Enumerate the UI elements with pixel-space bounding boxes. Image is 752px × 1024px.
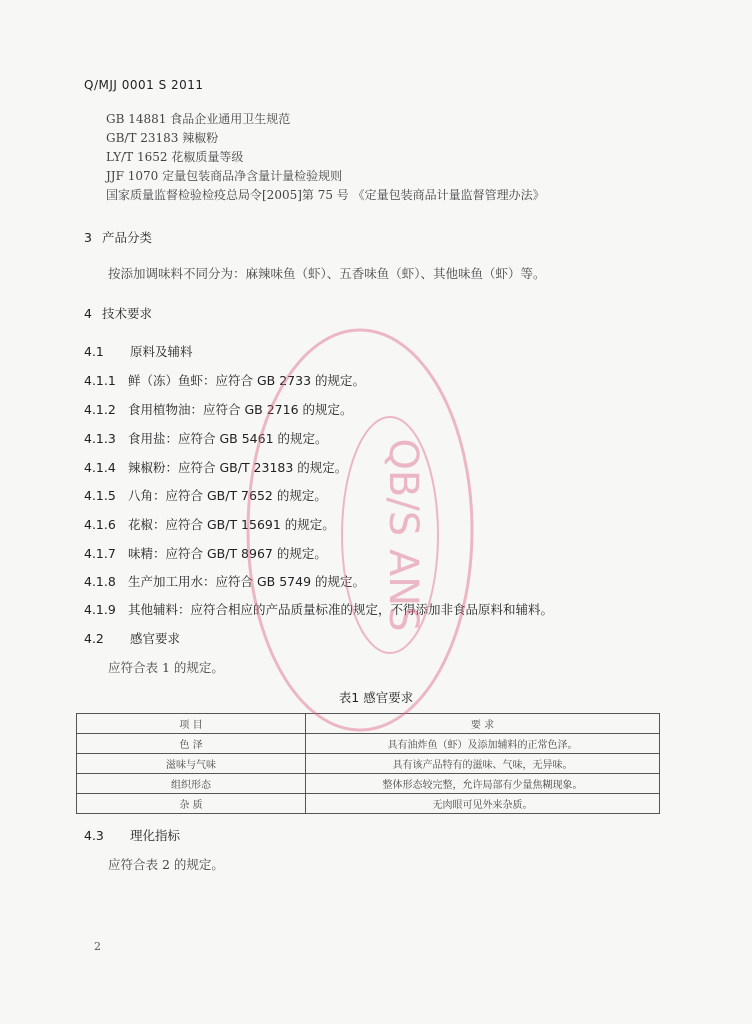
item-text: 生产加工用水：应符合 GB 5749 的规定。 (128, 574, 365, 589)
section-number: 4.3 (84, 828, 104, 843)
official-seal-stamp (240, 320, 480, 740)
item-number: 4.1.5 (84, 488, 116, 503)
item-number: 4.1.2 (84, 402, 116, 417)
reference-item: JJF 1070 定量包装商品净含量计量检验规则 (106, 169, 343, 183)
reference-item: LY/T 1652 花椒质量等级 (106, 150, 244, 164)
section-4-2-text: 应符合表 1 的规定。 (108, 660, 224, 675)
section-4-heading (84, 304, 152, 322)
svg-text:QB/S ANS: QB/S ANS (380, 438, 426, 632)
reference-item: 国家质量监督检验检疫总局令[2005]第 75 号 《定量包装商品计量监督管理办法》 (106, 188, 545, 202)
item-number: 4.1.7 (84, 546, 116, 561)
item-text: 味精：应符合 GB/T 8967 的规定。 (128, 546, 327, 561)
table-header-cell: 要 求 (306, 714, 660, 734)
item-number: 4.1.8 (84, 574, 116, 589)
table-cell: 无肉眼可见外来杂质。 (306, 794, 660, 814)
table-cell: 滋味与气味 (77, 754, 306, 774)
item-number: 4.1.9 (84, 602, 116, 617)
table-cell: 组织形态 (77, 774, 306, 794)
table-row (77, 794, 660, 814)
reference-item: GB 14881 食品企业通用卫生规范 (106, 112, 291, 126)
table-caption: 表1 感官要求 (338, 690, 414, 705)
reference-list (106, 110, 545, 205)
section-title: 原料及辅料 (130, 344, 193, 359)
section-number: 4 (84, 306, 92, 321)
section-title: 产品分类 (101, 230, 152, 245)
item-number: 4.1.6 (84, 517, 116, 532)
page-number: 2 (94, 940, 101, 953)
document-code: Q/MJJ 0001 S 2011 (84, 78, 204, 92)
table-cell: 具有该产品特有的滋味、气味，无异味。 (306, 754, 660, 774)
section-3-text: 按添加调味料不同分为：麻辣味鱼（虾）、五香味鱼（虾）、其他味鱼（虾）等。 (108, 266, 546, 281)
section-3-heading (84, 228, 152, 246)
table-cell: 色 泽 (77, 734, 306, 754)
item-text: 鲜（冻）鱼虾：应符合 GB 2733 的规定。 (128, 373, 365, 388)
reference-item: GB/T 23183 辣椒粉 (106, 131, 219, 145)
table-row (77, 754, 660, 774)
item-text: 食用植物油：应符合 GB 2716 的规定。 (128, 402, 353, 417)
item-text: 花椒：应符合 GB/T 15691 的规定。 (128, 517, 335, 532)
item-number: 4.1.4 (84, 460, 116, 475)
section-title: 理化指标 (130, 828, 181, 843)
item-text: 八角：应符合 GB/T 7652 的规定。 (128, 488, 327, 503)
section-number: 4.2 (84, 631, 104, 646)
table-cell: 具有油炸鱼（虾）及添加辅料的正常色泽。 (306, 734, 660, 754)
section-title: 技术要求 (101, 306, 152, 321)
section-4-1-heading (84, 342, 193, 360)
section-4-3-heading (84, 826, 180, 844)
table-cell: 整体形态较完整，允许局部有少量焦糊现象。 (306, 774, 660, 794)
item-number: 4.1.1 (84, 373, 116, 388)
table-cell: 杂 质 (77, 794, 306, 814)
item-number: 4.1.3 (84, 431, 116, 446)
section-4-3-text: 应符合表 2 的规定。 (108, 857, 224, 872)
item-text: 其他辅料：应符合相应的产品质量标准的规定，不得添加非食品原料和辅料。 (128, 602, 554, 617)
section-title: 感官要求 (130, 631, 181, 646)
item-text: 食用盐：应符合 GB 5461 的规定。 (128, 431, 328, 446)
section-number: 3 (84, 230, 92, 245)
item-text: 辣椒粉：应符合 GB/T 23183 的规定。 (128, 460, 348, 475)
table-row (77, 774, 660, 794)
section-number: 4.1 (84, 344, 104, 359)
table-header-cell: 项 目 (77, 714, 306, 734)
section-4-2-heading (84, 629, 180, 647)
